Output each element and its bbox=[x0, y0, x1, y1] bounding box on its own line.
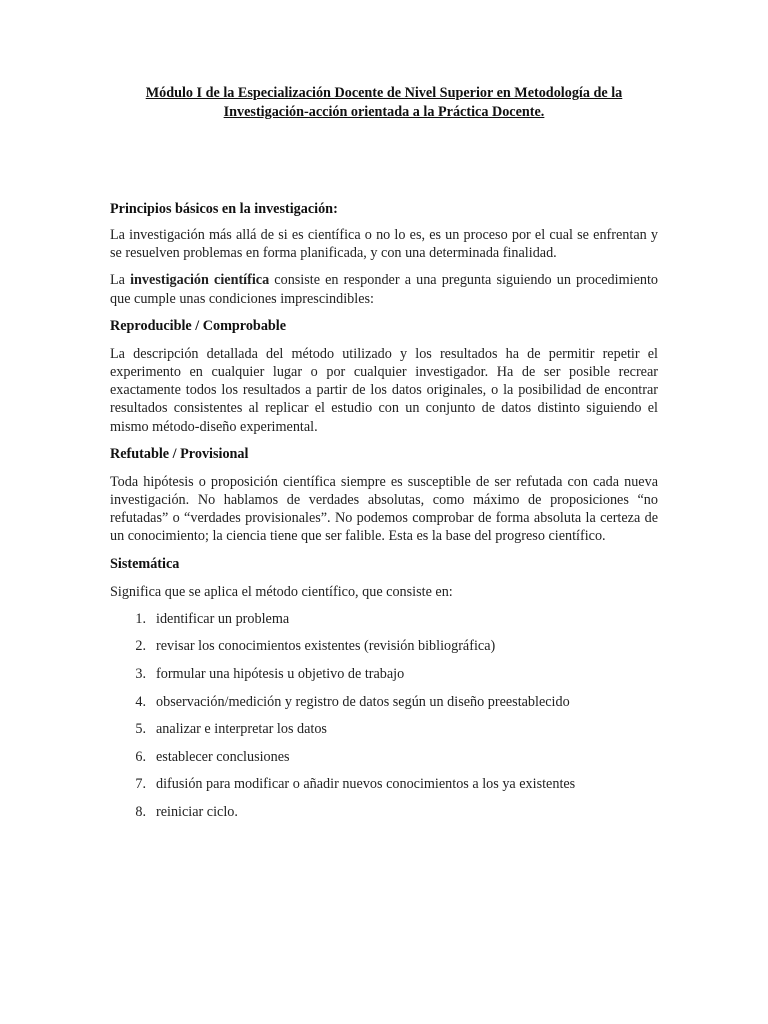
document-title bbox=[110, 84, 658, 122]
list-item bbox=[110, 748, 658, 766]
principios-paragraph-2-prefix: La bbox=[110, 272, 131, 289]
principios-paragraph-2-rest: consiste en responder a una pregunta siguiendo un procedimiento que cumple unas condiciones imprescindibles: bbox=[110, 272, 658, 307]
step-number: 8. bbox=[135, 804, 146, 820]
step-text: analizar e interpretar los datos bbox=[156, 721, 327, 738]
step-text: observación/medición y registro de datos según un diseño preestablecido bbox=[156, 693, 570, 710]
list-item bbox=[110, 720, 658, 738]
step-number: 6. bbox=[135, 748, 146, 765]
principios-paragraph-1: La investigación más allá de si es científica o no lo es, es un proceso por el cual se enfrentan y se resuelven problemas en forma planificada, y con una determinada finalidad. bbox=[110, 227, 658, 262]
list-item bbox=[110, 637, 658, 655]
step-number: 5. bbox=[135, 721, 146, 738]
step-text: formular una hipótesis u objetivo de trabajo bbox=[156, 666, 405, 683]
investigacion-cientifica-term: investigación científica bbox=[130, 272, 270, 289]
list-item bbox=[110, 775, 658, 793]
step-number: 3. bbox=[135, 666, 146, 683]
method-steps-list bbox=[110, 610, 658, 821]
step-text: difusión para modificar o añadir nuevos conocimientos a los ya existentes bbox=[156, 776, 576, 793]
list-item bbox=[110, 803, 658, 821]
reproducible-paragraph: La descripción detallada del método utilizado y los resultados ha de permitir repetir el experimento en cualquier lugar o por cualquier investigador. Ha de ser posible recrear exactamente todos los resultados a partir de los datos originales, o la posibilidad de encontrar resultados consistentes al replicar el estudio con un conjunto de datos distinto siguiendo el mismo método-diseño experimental. bbox=[110, 345, 658, 435]
step-text: establecer conclusiones bbox=[156, 748, 290, 765]
refutable-heading: Refutable / Provisional bbox=[110, 445, 249, 462]
sistematica-heading: Sistemática bbox=[110, 555, 180, 572]
list-item bbox=[110, 693, 658, 711]
step-number: 4. bbox=[135, 693, 146, 710]
list-item bbox=[110, 665, 658, 683]
step-text: revisar los conocimientos existentes (revisión bibliográfica) bbox=[156, 638, 496, 655]
principios-paragraph-2 bbox=[110, 271, 658, 307]
document-title-line-1: Módulo I de la Especialización Docente de Nivel Superior en Metodología de la bbox=[145, 85, 623, 101]
list-item bbox=[110, 610, 658, 628]
refutable-paragraph: Toda hipótesis o proposición científica siempre es susceptible de ser refutada con cada nueva investigación. No hablamos de verdades absolutas, como máximo de proposiciones “no refutadas” o “verdades provisionales”. No podemos comprobar de forma absoluta la certeza de un conocimiento; la ciencia tiene que ser falible. Esta es la base del progreso científico. bbox=[110, 473, 658, 545]
sistematica-intro: Significa que se aplica el método científico, que consiste en: bbox=[110, 583, 453, 600]
document-title-line-2: Investigación-acción orientada a la Práctica Docente. bbox=[223, 104, 545, 120]
step-number: 2. bbox=[135, 638, 146, 655]
principios-heading: Principios básicos en la investigación: bbox=[110, 201, 338, 217]
step-text: reiniciar ciclo. bbox=[156, 804, 238, 820]
step-number: 1. bbox=[135, 610, 146, 627]
reproducible-heading: Reproducible / Comprobable bbox=[110, 317, 287, 334]
step-text: identificar un problema bbox=[156, 610, 290, 627]
step-number: 7. bbox=[135, 776, 146, 793]
